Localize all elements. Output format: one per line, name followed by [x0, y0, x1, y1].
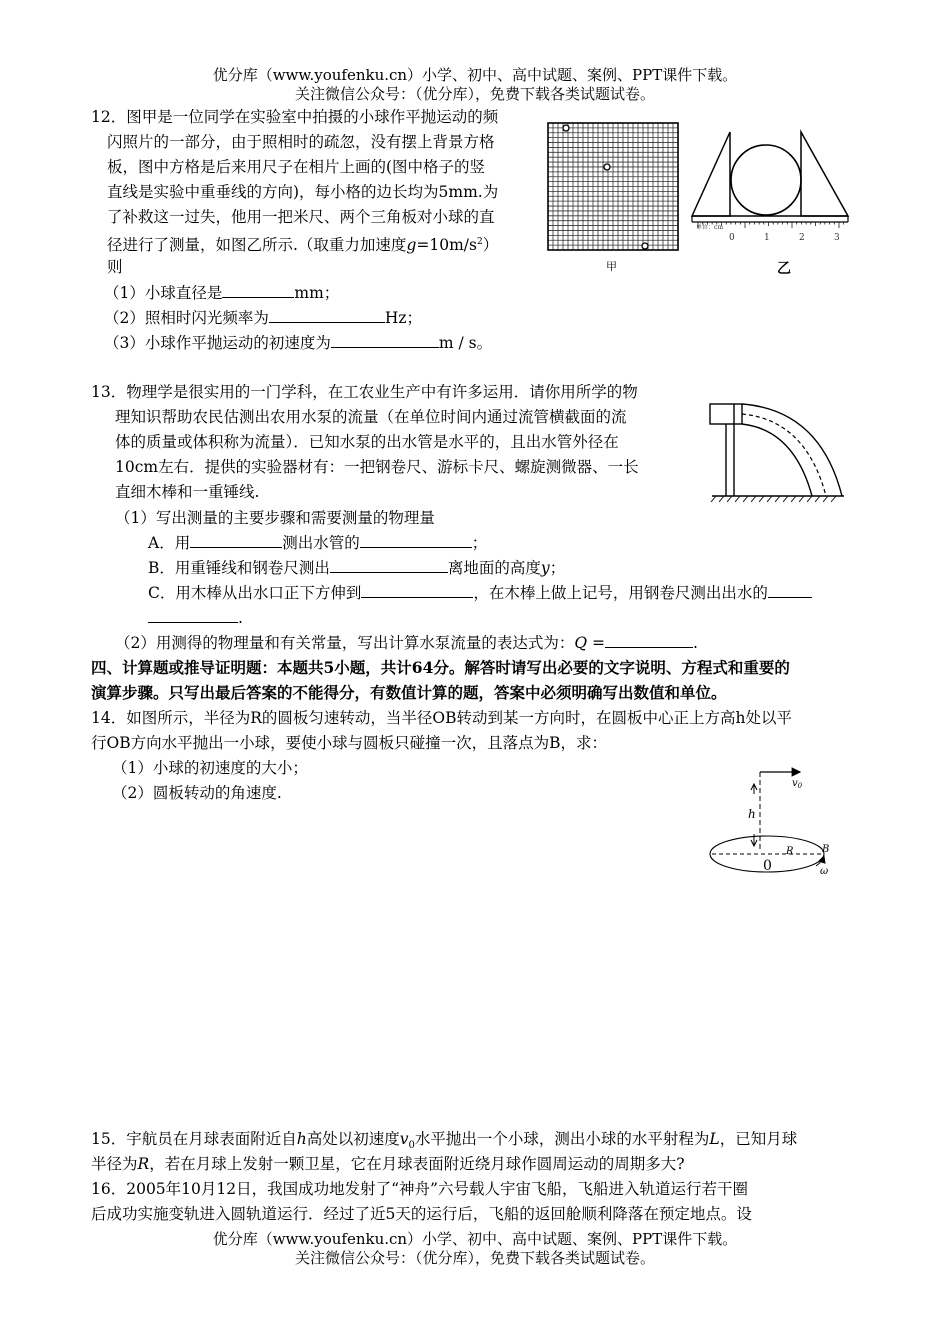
q12-line-2: 闪照片的一部分，由于照相时的疏忽，没有摆上背景方格 — [107, 133, 495, 151]
q13-sub-2-var: Q — [574, 634, 588, 652]
q13-line-2: 理知识帮助农民估测出农用水泵的流量（在单位时间内通过流管横截面的流 — [115, 408, 627, 426]
label-omega: ω — [820, 866, 829, 877]
q12-answer-blank-2[interactable] — [269, 307, 385, 323]
q13-step-c-mid: ，在木棒上做上记号，用钢卷尺测出出水的 — [473, 584, 768, 602]
q13-step-c-end: . — [238, 609, 243, 627]
figure-yi-label: 乙 — [777, 261, 791, 277]
q15-var-v-sub: 0 — [408, 1140, 415, 1152]
ruler-tick-label-0: 0 — [729, 233, 735, 243]
q15-var-l: L — [709, 1130, 720, 1148]
q13-step-b-blank[interactable] — [330, 557, 448, 573]
q15-text-c: 水平抛出一个小球，测出小球的水平射程为 — [414, 1130, 710, 1148]
q13-sub-1: （1）写出测量的主要步骤和需要测量的物理量 — [115, 509, 435, 527]
q13-step-a-blank-2[interactable] — [360, 532, 472, 548]
q12-g-value: =10m/s — [416, 236, 477, 255]
q13-step-b-end: ； — [549, 559, 566, 577]
q13-step-b — [148, 557, 565, 579]
label-b: B — [822, 844, 830, 855]
q13-step-b-var: y — [540, 559, 550, 577]
q13-line-5: 直细木棒和一重锤线. — [115, 483, 260, 501]
figure-rotating-disk — [708, 764, 848, 884]
label-o: 0 — [763, 858, 772, 874]
q13-step-a-end: ； — [471, 534, 488, 552]
q13-sub-2-end: . — [693, 634, 698, 652]
ruler-tick-label-1: 1 — [764, 233, 770, 243]
q13-sub-2-eq: = — [587, 634, 606, 652]
q12-g-symbol: g — [406, 236, 417, 255]
q12-line-1: 12．图甲是一位同学在实验室中拍摄的小球作平抛运动的频 — [91, 108, 499, 126]
header-line-2: 关注微信公众号：（优分库），免费下载各类试题试卷。 — [294, 85, 655, 103]
ball-position-2 — [604, 164, 610, 170]
q12-answer-blank-1[interactable] — [222, 282, 294, 298]
q13-step-a — [148, 532, 487, 554]
q13-sub-2-blank[interactable] — [605, 632, 693, 648]
footer-line-2: 关注微信公众号：（优分库），免费下载各类试题试卷。 — [294, 1249, 655, 1267]
label-v0: $v_0$ — [792, 778, 803, 790]
q13-step-b-label: B．用重锤线和钢卷尺测出 — [148, 559, 330, 577]
q13-sub-2 — [115, 632, 698, 654]
q15-line-2 — [91, 1153, 685, 1175]
figure-pump-outlet — [702, 400, 848, 504]
q12-sub-1 — [104, 282, 339, 304]
label-r: R — [786, 846, 794, 857]
ball-position-3 — [642, 243, 648, 249]
q13-step-c-cont — [148, 607, 243, 629]
footer-line-1: 优分库（www.youfenku.cn）小学、初中、高中试题、案例、PPT课件下载。 — [212, 1230, 738, 1248]
water-stream-inner — [742, 424, 812, 496]
q12-g-exponent: 2 — [476, 237, 483, 247]
q14-sub-2: （2）圆板转动的角速度. — [112, 784, 282, 802]
q12-line-6 — [107, 231, 498, 256]
figure-jia-grid — [547, 122, 683, 258]
q12-line-6-text: 径进行了测量，如图乙所示.（取重力加速度 — [107, 236, 407, 255]
water-stream-outer — [742, 404, 842, 496]
q13-line-1: 13．物理学是很实用的一门学科，在工农业生产中有许多运用．请你用所学的物 — [91, 383, 638, 401]
q12-line-7: 则 — [107, 258, 123, 276]
q14-sub-1: （1）小球的初速度的大小； — [112, 759, 308, 777]
q12-line-3: 板，图中方格是后来用尺子在相片上画的(图中格子的竖 — [107, 158, 486, 176]
q12-sub-2 — [104, 307, 422, 329]
q12-sub-1-unit: mm； — [294, 284, 340, 302]
q15-var-h: h — [296, 1130, 307, 1148]
q13-step-b-mid: 离地面的高度 — [447, 559, 541, 577]
q14-line-1: 14．如图所示，半径为R的圆板匀速转动，当半径OB转动到某一方向时，在圆板中心正上方高h处以平 — [91, 709, 792, 727]
q13-step-c-blank-2[interactable] — [768, 582, 812, 598]
ball-position-1 — [563, 125, 569, 131]
q15-text-e: 半径为 — [91, 1155, 138, 1173]
q12-sub-1-label: （1）小球直径是 — [104, 284, 223, 302]
q15-var-v: v — [399, 1130, 409, 1148]
section-4-heading-line-1: 四、计算题或推导证明题：本题共5小题，共计64分。解答时请写出必要的文字说明、方程式和重要的 — [91, 658, 790, 677]
figure-jia-label: 甲 — [606, 260, 617, 273]
q12-line-5: 了补救这一过失，他用一把米尺、两个三角板对小球的直 — [107, 208, 495, 226]
label-h: h — [748, 807, 756, 821]
q15-text-b: 高处以初速度 — [306, 1130, 400, 1148]
right-set-square — [801, 132, 848, 216]
q13-line-3: 体的质量或体积称为流量）．已知水泵的出水管是水平的，且出水管外径在 — [115, 433, 619, 451]
q12-sub-3 — [104, 332, 492, 354]
q15-text-a: 15．宇航员在月球表面附近自 — [91, 1130, 297, 1148]
q12-sub-3-label: （3）小球作平抛运动的初速度为 — [104, 334, 331, 352]
section-4-heading-line-2: 演算步骤。只写出最后答案的不能得分，有数值计算的题，答案中必须明确写出数值和单位。 — [91, 683, 727, 702]
q13-step-c-blank-1[interactable] — [361, 582, 473, 598]
header-line-1: 优分库（www.youfenku.cn）小学、初中、高中试题、案例、PPT课件下载。 — [212, 66, 738, 84]
ball-outline — [731, 145, 801, 215]
q13-step-c-blank-3[interactable] — [148, 607, 238, 623]
ruler-tick-label-2: 2 — [799, 233, 805, 243]
q13-step-c-label: C．用木棒从出水口正下方伸到 — [148, 584, 362, 602]
q16-line-2: 后成功实施变轨进入圆轨道运行．经过了近5天的运行后，飞船的返回舱顺利降落在预定地点。设 — [91, 1205, 752, 1223]
left-set-square — [692, 132, 730, 216]
q13-step-a-mid: 测出水管的 — [282, 534, 360, 552]
q13-step-a-label: A．用 — [148, 534, 191, 552]
figure-yi-measurement — [688, 128, 856, 250]
q13-line-4: 10cm左右．提供的实验器材有：一把钢卷尺、游标卡尺、螺旋测微器、一长 — [115, 458, 639, 476]
q15-text-f: ，若在月球上发射一颗卫星，它在月球表面附近绕月球作圆周运动的周期多大? — [149, 1155, 685, 1173]
q15-var-r: R — [137, 1155, 150, 1173]
q12-answer-blank-3[interactable] — [331, 332, 439, 348]
q13-step-c — [148, 582, 812, 604]
q16-line-1: 16．2005年10月12日，我国成功地发射了“神舟”六号载人宇宙飞船，飞船进入轨道运行若干圈 — [91, 1180, 748, 1198]
q15-text-d: ，已知月球 — [719, 1130, 798, 1148]
q12-sub-2-unit: Hz； — [384, 309, 423, 327]
q12-sub-2-label: （2）照相时闪光频率为 — [104, 309, 269, 327]
q12-sub-3-unit: m / s。 — [438, 334, 493, 352]
q14-line-2: 行OB方向水平抛出一小球，要使小球与圆板只碰撞一次，且落点为B，求： — [91, 734, 607, 752]
ruler-tick-label-3: 3 — [834, 233, 840, 243]
q12-line-4: 直线是实验中重垂线的方向)，每小格的边长均为5mm.为 — [107, 183, 499, 201]
q12-g-close: ） — [482, 236, 499, 255]
pump-body — [710, 404, 734, 424]
q13-step-a-blank-1[interactable] — [190, 532, 282, 548]
q13-sub-2-label: （2）用测得的物理量和有关常量，写出计算水泵流量的表达式为： — [115, 634, 575, 652]
ruler-unit-label: 单位：cm — [696, 224, 724, 231]
